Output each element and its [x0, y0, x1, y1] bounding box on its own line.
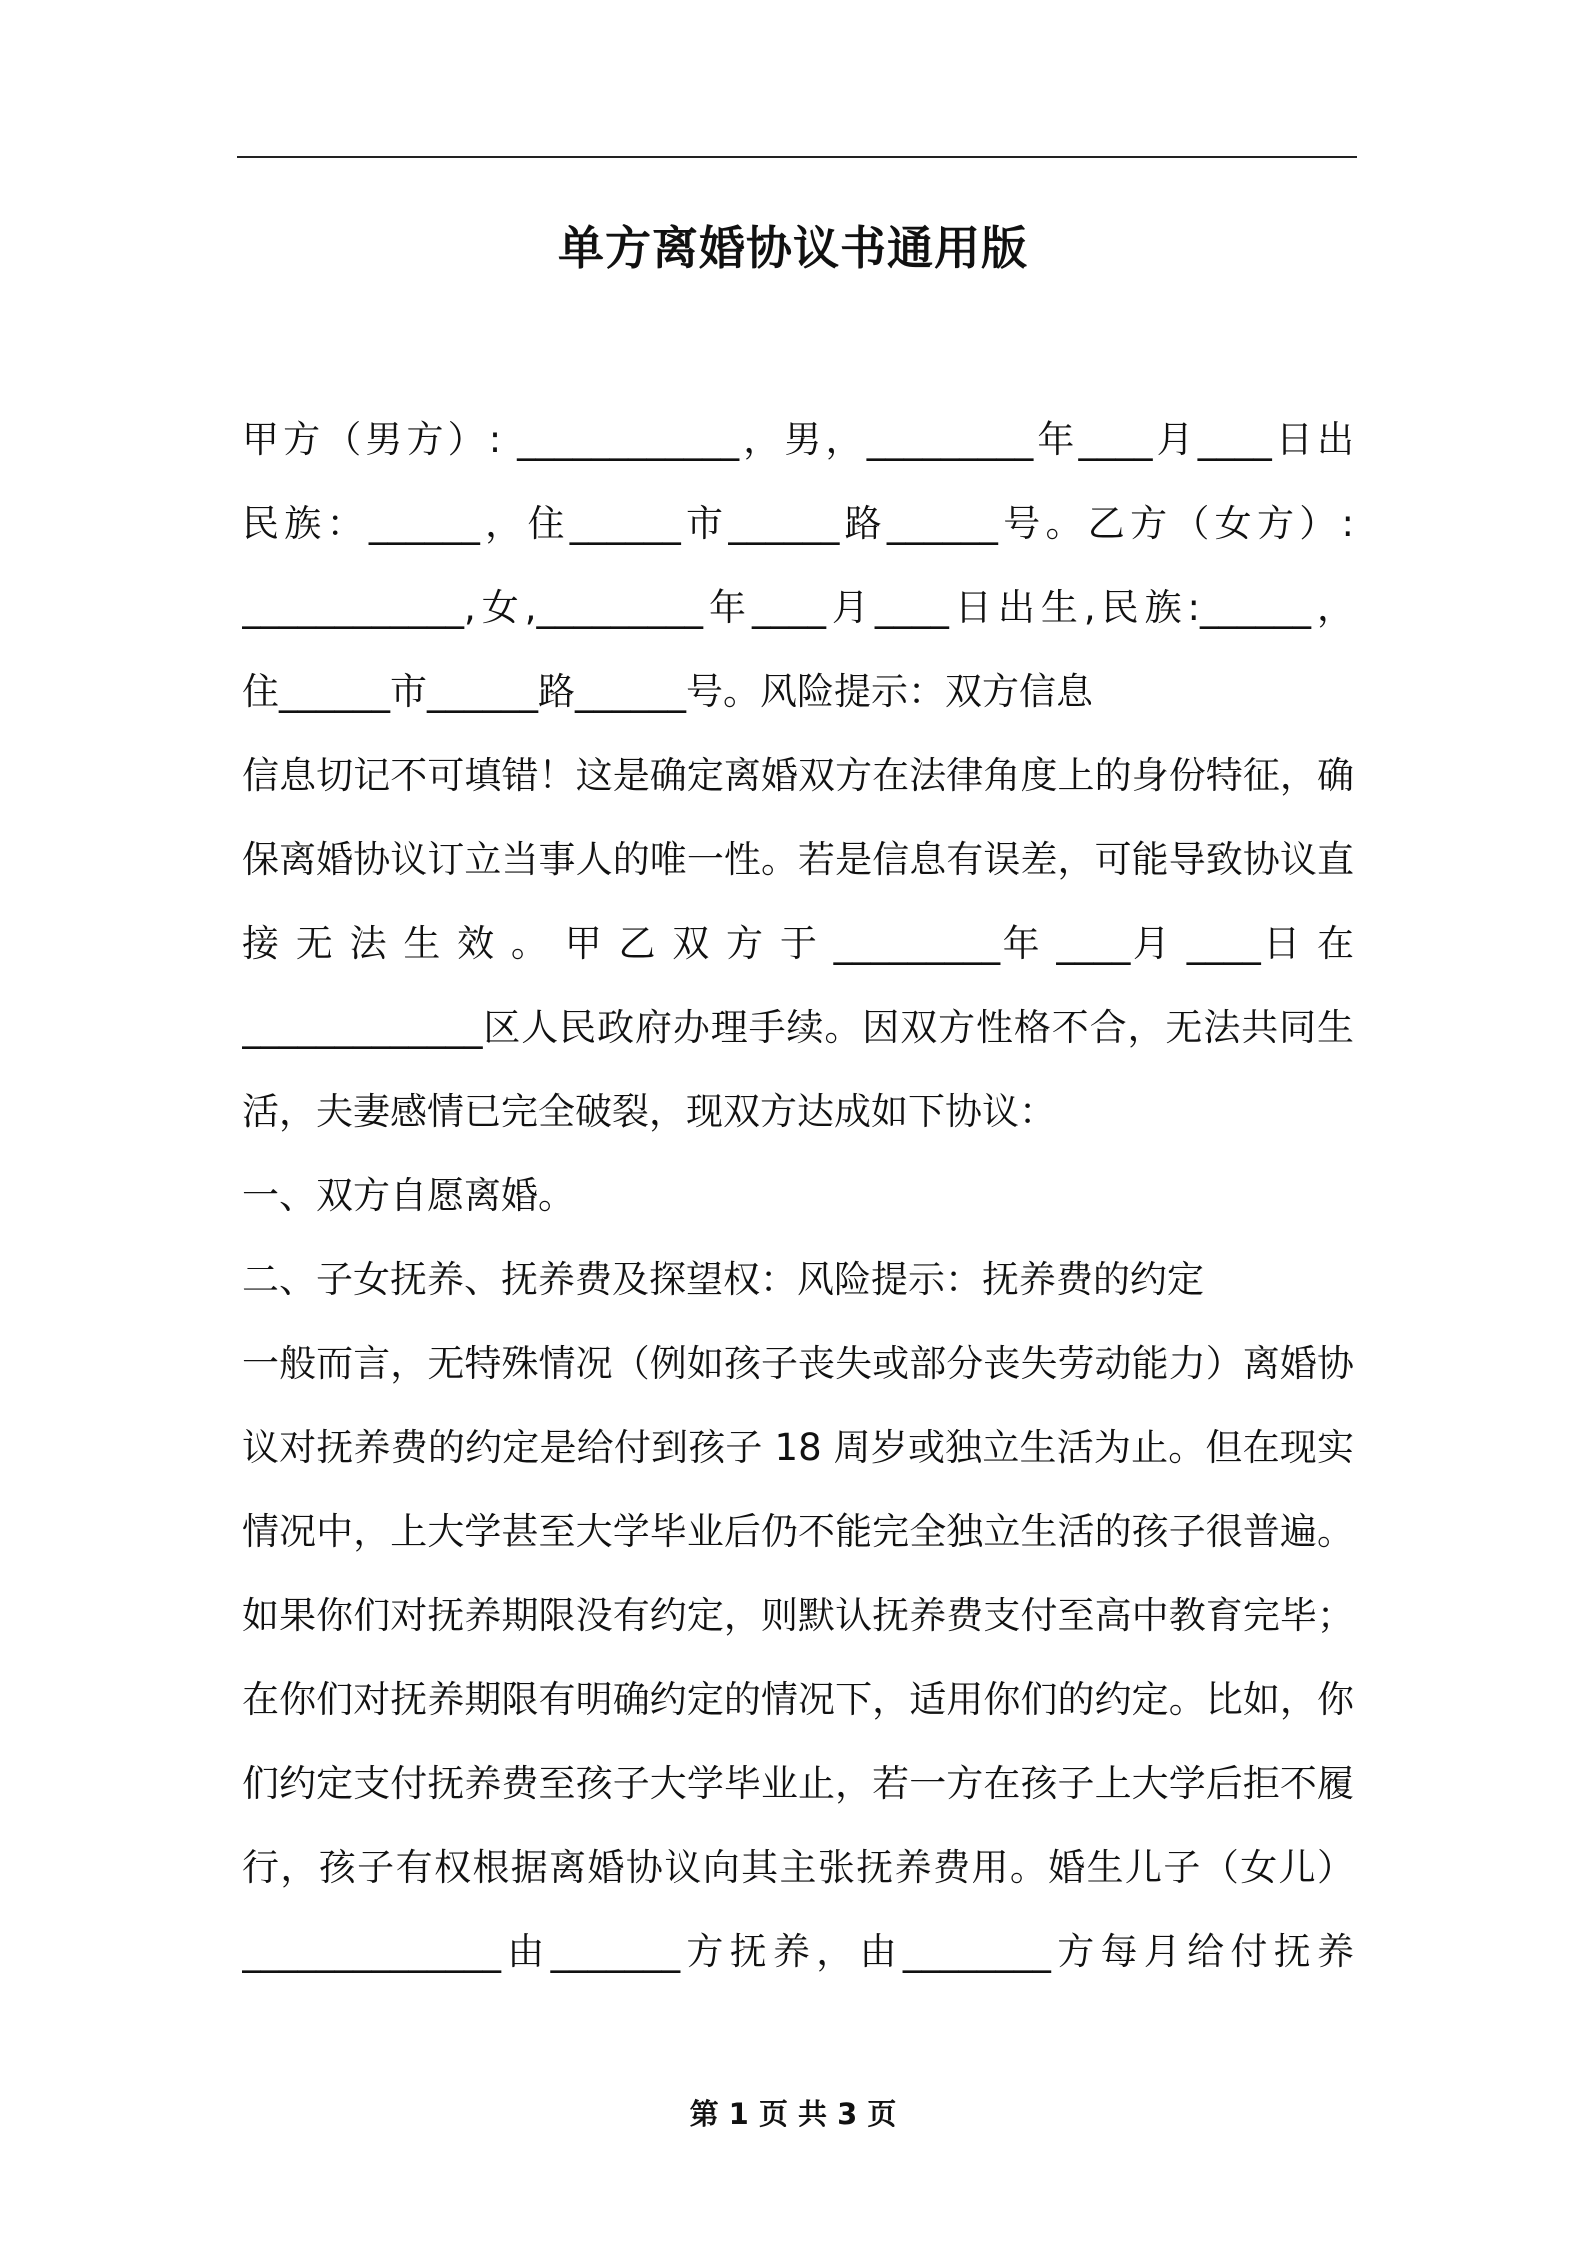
body-line: 一般而言，无特殊情况（例如孩子丧失或部分丧失劳动能力）离婚协	[242, 1342, 1354, 1385]
body-line: 情况中，上大学甚至大学毕业后仍不能完全独立生活的孩子很普遍。	[242, 1510, 1354, 1553]
body-line: 甲方（男方）: ____________，男，_________年____月____日出	[242, 418, 1354, 461]
body-line: 在你们对抚养期限有明确约定的情况下，适用你们的约定。比如，你	[242, 1678, 1354, 1721]
body-line: 一、双方自愿离婚。	[242, 1174, 575, 1217]
body-line: ____________,女,_________年____月____日出生,民族:______，	[242, 586, 1354, 629]
page-number-footer: 第 1 页 共 3 页	[689, 2097, 897, 2131]
body-line: 保离婚协议订立当事人的唯一性。若是信息有误差，可能导致协议直	[242, 838, 1354, 881]
body-line: 们约定支付抚养费至孩子大学毕业止，若一方在孩子上大学后拒不履	[242, 1762, 1354, 1805]
body-line: _____________区人民政府办理手续。因双方性格不合，无法共同生	[242, 1006, 1354, 1049]
body-line: 行，孩子有权根据离婚协议向其主张抚养费用。婚生儿子（女儿）	[242, 1846, 1354, 1889]
header-rule	[237, 156, 1357, 158]
body-line: 二、子女抚养、抚养费及探望权：风险提示：抚养费的约定	[242, 1258, 1204, 1301]
body-line: 接 无 法 生 效 。 甲 乙 双 方 于 _________年 ____月 ____日 在	[242, 922, 1354, 965]
body-line: 如果你们对抚养期限没有约定，则默认抚养费支付至高中教育完毕；	[242, 1594, 1354, 1637]
body-line: 议对抚养费的约定是给付到孩子 18 周岁或独立生活为止。但在现实	[242, 1426, 1354, 1469]
document-title: 单方离婚协议书通用版	[558, 221, 1028, 275]
document-body	[242, 398, 1354, 1994]
body-line: 活，夫妻感情已完全破裂，现双方达成如下协议：	[242, 1090, 1056, 1133]
body-line: ______________由_______方抚养，由________方每月给付抚养	[242, 1930, 1354, 1973]
body-line: 住______市______路______号。风险提示：双方信息	[242, 670, 1093, 713]
body-line: 民族：______，住______市______路______号。乙方（女方）:	[242, 502, 1354, 545]
body-line: 信息切记不可填错！这是确定离婚双方在法律角度上的身份特征，确	[242, 754, 1354, 797]
